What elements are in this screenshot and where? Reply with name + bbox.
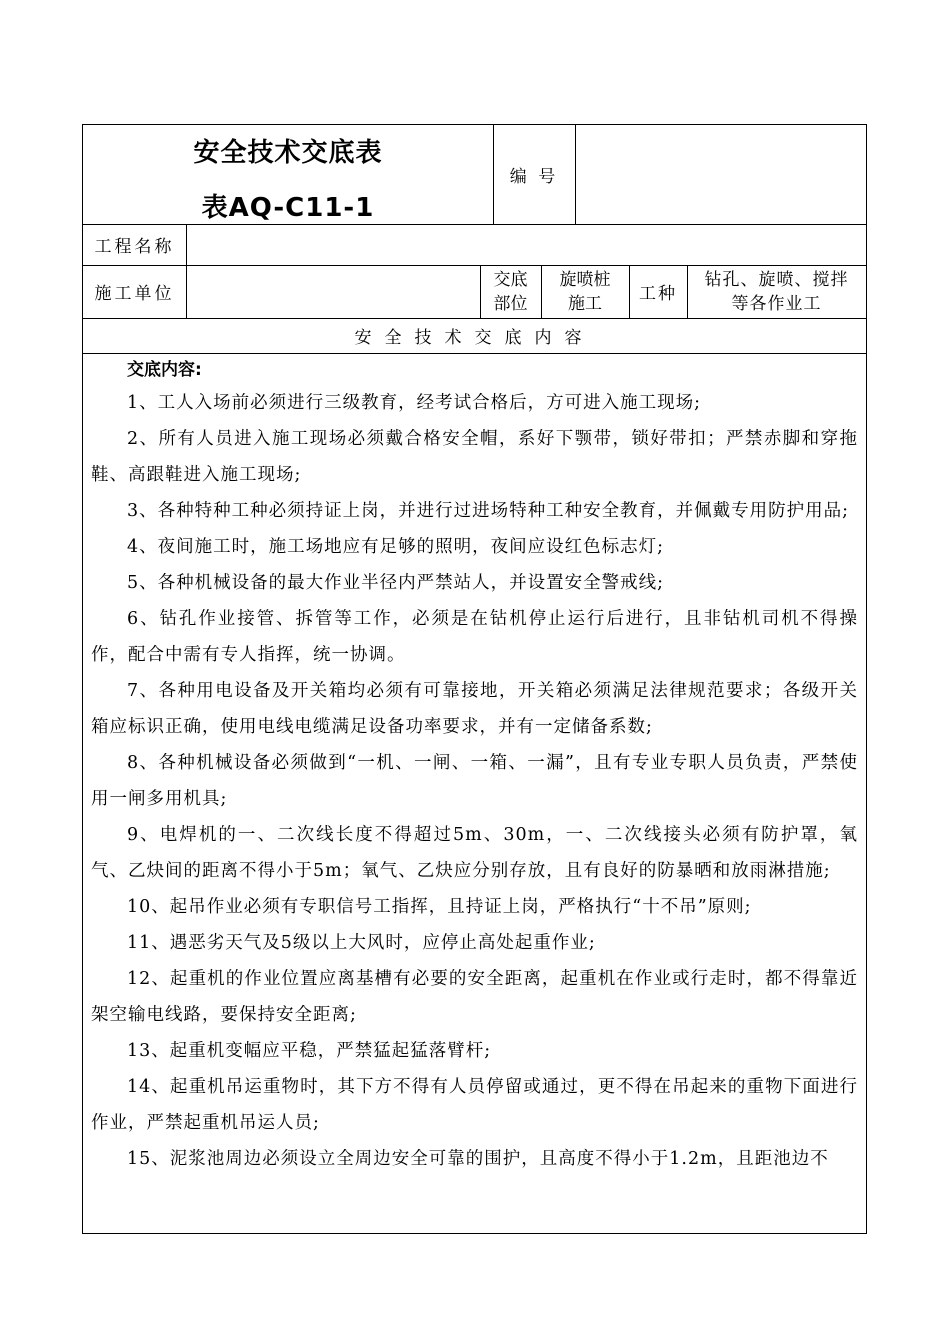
location-value-line2: 施工	[568, 293, 602, 314]
number-value	[575, 125, 866, 224]
row-divider	[83, 353, 866, 354]
disclosure-form-table	[82, 124, 867, 1234]
content-item: 15、泥浆池周边必须设立全周边安全可靠的围护，且高度不得小于1.2m，且距池边不	[127, 1149, 829, 1169]
section-title: 安全技术交底内容	[354, 328, 595, 348]
content-item: 1、工人入场前必须进行三级教育，经考试合格后，方可进入施工现场;	[127, 393, 702, 413]
form-code: 表AQ-C11-1	[201, 192, 375, 223]
location-label-line2: 部位	[493, 293, 528, 314]
project-name-label: 工程名称	[94, 237, 175, 257]
content-item: 13、起重机变幅应平稳，严禁猛起猛落臂杆;	[127, 1041, 492, 1061]
title-cell	[83, 125, 493, 224]
form-title: 安全技术交底表	[193, 137, 383, 168]
trade-value-line1: 钻孔、旋喷、搅拌	[704, 269, 849, 290]
construction-unit-label: 施工单位	[94, 284, 175, 304]
trade-value-line2: 等各作业工	[731, 293, 822, 314]
trade-label: 工种	[639, 284, 677, 304]
content-item: 5、各种机械设备的最大作业半径内严禁站人，并设置安全警戒线;	[127, 573, 665, 593]
construction-unit-value	[186, 265, 480, 318]
content-item: 11、遇恶劣天气及5级以上大风时，应停止高处起重作业;	[127, 933, 596, 953]
disclosure-content	[83, 355, 866, 1177]
content-heading: 交底内容:	[127, 360, 202, 380]
disclosure-location-value	[541, 265, 629, 318]
trade-value	[687, 265, 866, 318]
location-value-line1: 旋喷桩	[559, 269, 611, 290]
number-label: 编 号	[509, 167, 559, 187]
content-item: 3、各种特种工种必须持证上岗，并进行过进场特种工种安全教育，并佩戴专用防护用品;	[127, 501, 850, 521]
content-item: 10、起吊作业必须有专职信号工指挥，且持证上岗，严格执行“十不吊”原则;	[127, 897, 752, 917]
location-label-line1: 交底	[493, 269, 528, 290]
content-item: 14、起重机吊运重物时，其下方不得有人员停留或通过，更不得在吊起来的重物下面进行作业，严禁起重机吊运人员;	[91, 1077, 858, 1133]
content-item: 7、各种用电设备及开关箱均必须有可靠接地，开关箱必须满足法律规范要求；各级开关箱应标识正确，使用电线电缆满足设备功率要求，并有一定储备系数;	[91, 681, 858, 737]
content-item: 4、夜间施工时，施工场地应有足够的照明，夜间应设红色标志灯;	[127, 537, 665, 557]
content-item: 12、起重机的作业位置应离基槽有必要的安全距离，起重机在作业或行走时，都不得靠近架空输电线路，要保持安全距离;	[91, 969, 858, 1025]
content-item: 8、各种机械设备必须做到“一机、一闸、一箱、一漏”，且有专业专职人员负责，严禁使用一闸多用机具;	[91, 753, 858, 809]
project-name-value	[186, 224, 866, 265]
disclosure-location-label	[480, 265, 541, 318]
content-item: 6、钻孔作业接管、拆管等工作，必须是在钻机停止运行后进行，且非钻机司机不得操作，配合中需有专人指挥，统一协调。	[91, 609, 858, 665]
content-item: 9、电焊机的一、二次线长度不得超过5m、30m，一、二次线接头必须有防护罩，氧气、乙炔间的距离不得小于5m；氧气、乙炔应分别存放，且有良好的防暴晒和放雨淋措施;	[91, 825, 858, 881]
content-item: 2、所有人员进入施工现场必须戴合格安全帽，系好下颚带，锁好带扣；严禁赤脚和穿拖鞋、高跟鞋进入施工现场;	[91, 429, 858, 485]
